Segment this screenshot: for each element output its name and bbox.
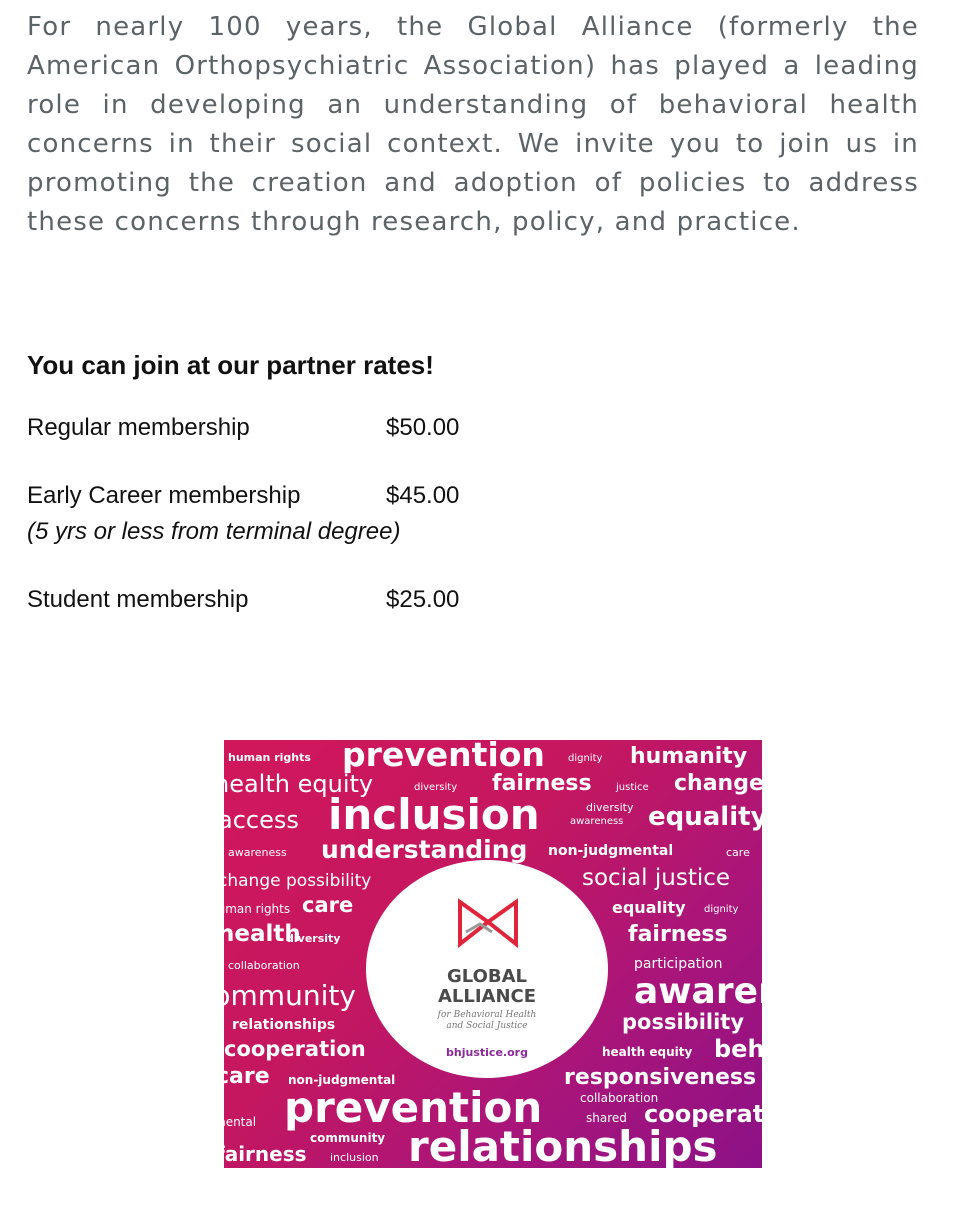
- cloud-word: non-judgmental: [288, 1073, 396, 1087]
- cloud-word: participation: [634, 956, 723, 972]
- student-membership-label: Student membership: [27, 586, 249, 613]
- cloud-word: dignity: [704, 904, 739, 915]
- student-membership-price: $25.00: [386, 586, 460, 613]
- cloud-word: mental: [214, 1115, 257, 1129]
- cloud-word: justice: [616, 782, 649, 793]
- cloud-word: care: [216, 1064, 270, 1089]
- cloud-word: non-judgmental: [548, 843, 674, 859]
- cloud-word: awareness: [570, 816, 624, 827]
- cloud-word: social justice: [582, 865, 731, 891]
- early-career-membership-label: Early Career membership: [27, 482, 301, 509]
- cloud-word: diversity: [586, 801, 634, 814]
- cloud-word: fairness: [628, 922, 728, 947]
- cloud-word: change: [218, 871, 281, 891]
- cloud-word: awareness: [228, 846, 287, 859]
- early-career-membership-price: $45.00: [386, 482, 460, 509]
- cloud-word: prevention: [284, 1083, 543, 1132]
- cloud-word: care: [302, 893, 354, 917]
- logo-tagline: [366, 1010, 608, 1032]
- cloud-word: relationships: [232, 1017, 336, 1033]
- cloud-word: responsiveness: [564, 1065, 757, 1090]
- cloud-word: collaboration: [228, 959, 300, 972]
- cloud-word: inclusion: [328, 790, 540, 839]
- cloud-word: cooperation: [224, 1037, 366, 1061]
- cloud-word: fairness: [216, 1142, 307, 1166]
- cloud-word: health equity: [602, 1045, 693, 1059]
- cloud-word: awareness: [634, 971, 851, 1012]
- word-cloud-image: [198, 735, 851, 1171]
- cloud-word: community: [198, 979, 356, 1012]
- logo-tagline-line1: for Behavioral Health: [437, 1010, 537, 1020]
- cloud-word: diversity: [414, 782, 458, 793]
- cloud-word: humanity: [630, 744, 748, 769]
- cloud-word: community: [310, 1131, 386, 1145]
- cloud-word: shared: [586, 1111, 627, 1125]
- cloud-word: care: [726, 846, 750, 859]
- cloud-word: possibility: [622, 1010, 745, 1034]
- logo-text-alliance: ALLIANCE: [437, 986, 537, 1007]
- cloud-word: collaboration: [580, 1091, 659, 1105]
- cloud-word: dignity: [568, 753, 603, 764]
- regular-membership-price: $50.00: [386, 414, 460, 441]
- cloud-word: understanding: [321, 835, 528, 864]
- cloud-word: inclusion: [330, 1151, 379, 1164]
- cloud-word: access: [218, 806, 299, 834]
- cloud-word: possibility: [286, 871, 372, 891]
- logo-url: bhjustice.org: [446, 1046, 528, 1059]
- cloud-word: equality: [612, 898, 686, 917]
- cloud-word: change: [674, 771, 764, 796]
- rates-heading: You can join at our partner rates!: [27, 350, 434, 380]
- early-career-note: (5 yrs or less from terminal degree): [27, 518, 401, 545]
- cloud-word: human rights: [210, 902, 291, 916]
- cloud-word: health equity: [214, 770, 374, 798]
- cloud-word: health: [218, 921, 301, 947]
- cloud-word: prevention: [342, 735, 545, 774]
- cloud-word: relationships: [408, 1122, 718, 1171]
- cloud-word: fairness: [492, 771, 592, 796]
- bowtie-logo-icon: [458, 898, 518, 950]
- cloud-word: equality: [648, 802, 768, 832]
- logo-tagline-line2: and Social Justice: [446, 1021, 528, 1031]
- cloud-word: diversity: [286, 932, 341, 945]
- membership-rates: [27, 350, 547, 613]
- logo-text-global: GLOBAL: [446, 966, 528, 987]
- cloud-word: human rights: [228, 751, 311, 764]
- cloud-word: cooperation: [644, 1100, 806, 1128]
- regular-membership-label: Regular membership: [27, 414, 250, 441]
- intro-paragraph: For nearly 100 years, the Global Alliance (formerly the American Orthopsychiatric Association) has played a leading role in developing an understanding of behavioral health concerns in their social context. We invite you to join us in promoting the creation and adoption of policies to address these concerns through research, policy, and practice.: [27, 12, 919, 237]
- cloud-word: behavior: [714, 1035, 833, 1063]
- global-alliance-logo-badge: [366, 860, 608, 1078]
